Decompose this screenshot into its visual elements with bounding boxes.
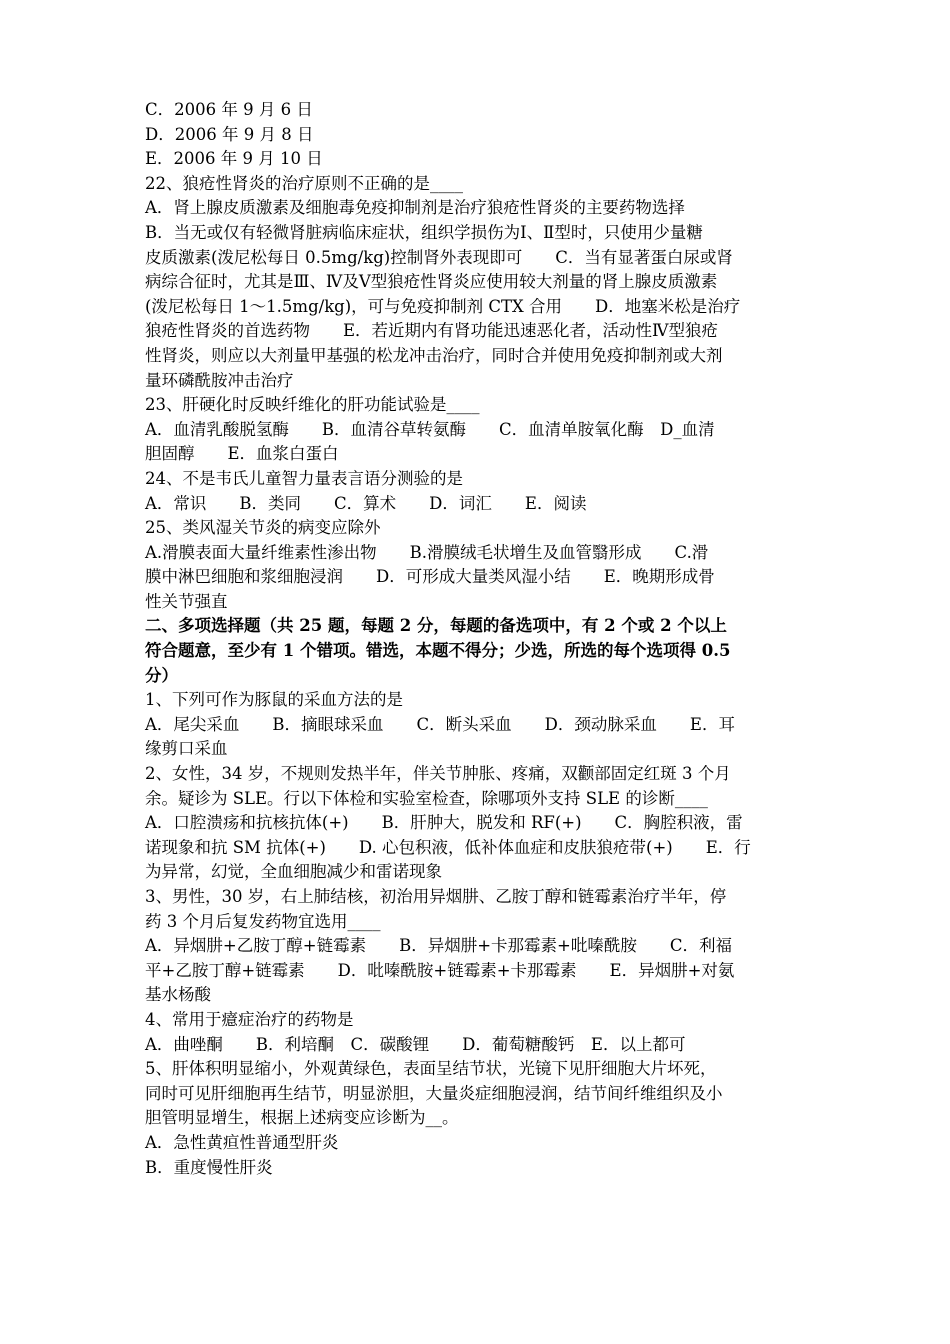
q23-options-line: 胆固醇 E．血浆白蛋白 xyxy=(145,444,339,464)
option-e: E．2006 年 9 月 10 日 xyxy=(145,149,323,169)
question-25: 25、类风湿关节炎的病变应除外 xyxy=(145,518,381,538)
question-m3: 药 3 个月后复发药物宜选用____ xyxy=(145,911,381,931)
question-m5: 胆管明显增生，根据上述病变应诊断为__。 xyxy=(145,1108,459,1128)
m4-options-line: A．曲唑酮 B．利培酮 C．碳酸锂 D．葡萄糖酸钙 E．以上都可 xyxy=(145,1034,686,1054)
q25-options-line: A.滑膜表面大量纤维素性渗出物 B.滑膜绒毛状增生及血管翳形成 C.滑 xyxy=(145,542,709,562)
q22-options-line: 量环磷酰胺冲击治疗 xyxy=(145,370,294,390)
q24-options-line: A．常识 B．类同 C．算术 D．词汇 E．阅读 xyxy=(145,493,587,513)
m1-options-line: A．尾尖采血 B．摘眼球采血 C．断头采血 D．颈动脉采血 E．耳 xyxy=(145,714,735,734)
question-m1: 1、下列可作为豚鼠的采血方法的是 xyxy=(145,690,403,710)
question-m2: 2、女性，34 岁，不规则发热半年，伴关节肿胀、疼痛，双颧部固定红斑 3 个月 xyxy=(145,764,731,784)
q23-options-line: A．血清乳酸脱氢酶 B．血清谷草转氨酶 C．血清单胺氧化酶 D_血清 xyxy=(145,419,715,439)
q25-options-line: 性关节强直 xyxy=(145,591,228,611)
section-heading: 二、多项选择题（共 25 题，每题 2 分，每题的备选项中，有 2 个或 2 个以上 xyxy=(145,616,727,636)
m1-options-line: 缘剪口采血 xyxy=(145,739,228,759)
option-d: D．2006 年 9 月 8 日 xyxy=(145,124,314,144)
m2-options-line: A．口腔溃疡和抗核抗体(+) B．肝肿大，脱发和 RF(+) C．胸腔积液，雷 xyxy=(145,813,743,833)
question-23: 23、肝硬化时反映纤维化的肝功能试验是____ xyxy=(145,395,480,415)
q22-options-line: 狼疮性肾炎的首选药物 E．若近期内有肾功能迅速恶化者，活动性Ⅳ型狼疮 xyxy=(145,321,719,341)
m3-options-line: 基水杨酸 xyxy=(145,985,211,1005)
q22-options-line: B．当无或仅有轻微肾脏病临床症状，组织学损伤为Ⅰ、Ⅱ型时，只使用少量糖 xyxy=(145,222,703,242)
q22-options-line: (泼尼松每日 1～1.5mg/kg)，可与免疫抑制剂 CTX 合用 D．地塞米松是治疗 xyxy=(145,296,741,316)
q22-options-line: 病综合征时，尤其是Ⅲ、Ⅳ及Ⅴ型狼疮性肾炎应使用较大剂量的肾上腺皮质激素 xyxy=(145,272,718,292)
document-page xyxy=(145,98,810,1180)
m3-options-line: A．异烟肼+乙胺丁醇+链霉素 B．异烟肼+卡那霉素+吡嗪酰胺 C．利福 xyxy=(145,936,732,956)
m2-options-line: 诺现象和抗 SM 抗体(+) D. 心包积液，低补体血症和皮肤狼疮带(+) E．行 xyxy=(145,837,751,857)
section-heading: 符合题意，至少有 1 个错项。错选，本题不得分；少选，所选的每个选项得 0.5 xyxy=(145,641,731,661)
question-m2: 余。疑诊为 SLE。行以下体检和实验室检查，除哪项外支持 SLE 的诊断____ xyxy=(145,788,708,808)
q25-options-line: 膜中淋巴细胞和浆细胞浸润 D．可形成大量类风湿小结 E．晚期形成骨 xyxy=(145,567,715,587)
q22-options-line: 性肾炎，则应以大剂量甲基强的松龙冲击治疗，同时合并使用免疫抑制剂或大剂 xyxy=(145,345,723,365)
m5-option-b: B．重度慢性肝炎 xyxy=(145,1157,273,1177)
question-m4: 4、常用于癔症治疗的药物是 xyxy=(145,1009,354,1029)
option-c: C．2006 年 9 月 6 日 xyxy=(145,100,313,119)
question-24: 24、不是韦氏儿童智力量表言语分测验的是 xyxy=(145,468,463,488)
m5-option-a: A．急性黄疸性普通型肝炎 xyxy=(145,1132,339,1152)
question-m3: 3、男性，30 岁，右上肺结核，初治用异烟肼、乙胺丁醇和链霉素治疗半年，停 xyxy=(145,887,727,906)
question-22: 22、狼疮性肾炎的治疗原则不正确的是____ xyxy=(145,173,463,193)
question-m5: 同时可见肝细胞再生结节，明显淤胆，大量炎症细胞浸润，结节间纤维组织及小 xyxy=(145,1083,723,1103)
m2-options-line: 为异常，幻觉，全血细胞减少和雷诺现象 xyxy=(145,862,442,882)
q22-option-a: A．肾上腺皮质激素及细胞毒免疫抑制剂是治疗狼疮性肾炎的主要药物选择 xyxy=(145,198,685,218)
q22-options-line: 皮质激素(泼尼松每日 0.5mg/kg)控制肾外表现即可 C．当有显著蛋白尿或肾 xyxy=(145,247,733,267)
question-m5: 5、肝体积明显缩小，外观黄绿色，表面呈结节状，光镜下见肝细胞大片坏死， xyxy=(145,1059,717,1079)
m3-options-line: 平+乙胺丁醇+链霉素 D．吡嗪酰胺+链霉素+卡那霉素 E．异烟肼+对氨 xyxy=(145,960,735,980)
section-heading: 分） xyxy=(145,665,178,685)
